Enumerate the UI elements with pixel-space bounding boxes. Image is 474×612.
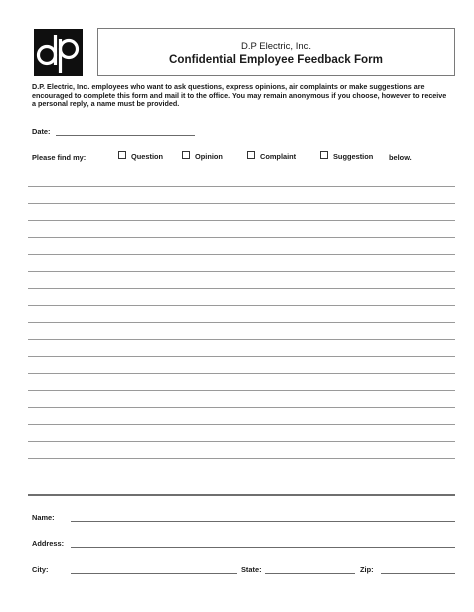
name-label: Name:	[32, 513, 55, 522]
writing-line[interactable]	[28, 305, 455, 306]
title-box	[97, 28, 455, 76]
suggestion-checkbox[interactable]	[320, 151, 328, 159]
company-logo	[34, 29, 83, 76]
writing-line[interactable]	[28, 424, 455, 425]
question-option-label: Question	[131, 152, 164, 161]
writing-line[interactable]	[28, 373, 455, 374]
opinion-option-label: Opinion	[195, 152, 223, 161]
intro-text: D.P. Electric, Inc. employees who want to ask questions, express opinions, air complaints or make suggestions are encouraged to complete this form and mail it to the office. You may remain anonymous if you choose, however to receive a personal reply, a name must be provided.	[32, 82, 447, 109]
zip-field[interactable]	[381, 573, 455, 574]
writing-line[interactable]	[28, 288, 455, 289]
writing-line[interactable]	[28, 339, 455, 340]
state-field[interactable]	[265, 573, 355, 574]
writing-line[interactable]	[28, 186, 455, 187]
complaint-option-label: Complaint	[260, 152, 297, 161]
writing-line[interactable]	[28, 203, 455, 204]
writing-line[interactable]	[28, 271, 455, 272]
feedback-type-suffix: below.	[389, 153, 412, 162]
writing-line[interactable]	[28, 407, 455, 408]
writing-line[interactable]	[28, 322, 455, 323]
form-title: Confidential Employee Feedback Form	[169, 53, 383, 66]
address-field[interactable]	[71, 547, 455, 548]
company-name: D.P Electric, Inc.	[240, 41, 312, 52]
state-label: State:	[241, 565, 262, 574]
name-field[interactable]	[71, 521, 455, 522]
zip-label: Zip:	[360, 565, 374, 574]
complaint-checkbox[interactable]	[247, 151, 255, 159]
date-field[interactable]	[56, 135, 195, 136]
city-label: City:	[32, 565, 49, 574]
opinion-checkbox[interactable]	[182, 151, 190, 159]
writing-line[interactable]	[28, 458, 455, 459]
city-field[interactable]	[71, 573, 237, 574]
feedback-type-prompt: Please find my:	[32, 153, 87, 162]
writing-line[interactable]	[28, 390, 455, 391]
suggestion-option-label: Suggestion	[333, 152, 374, 161]
writing-line[interactable]	[28, 356, 455, 357]
date-label: Date:	[32, 127, 51, 136]
section-divider	[28, 494, 455, 496]
address-label: Address:	[32, 539, 65, 548]
dp-logo-icon	[34, 29, 83, 76]
writing-line[interactable]	[28, 254, 455, 255]
writing-line[interactable]	[28, 220, 455, 221]
question-checkbox[interactable]	[118, 151, 126, 159]
writing-line[interactable]	[28, 441, 455, 442]
writing-line[interactable]	[28, 237, 455, 238]
